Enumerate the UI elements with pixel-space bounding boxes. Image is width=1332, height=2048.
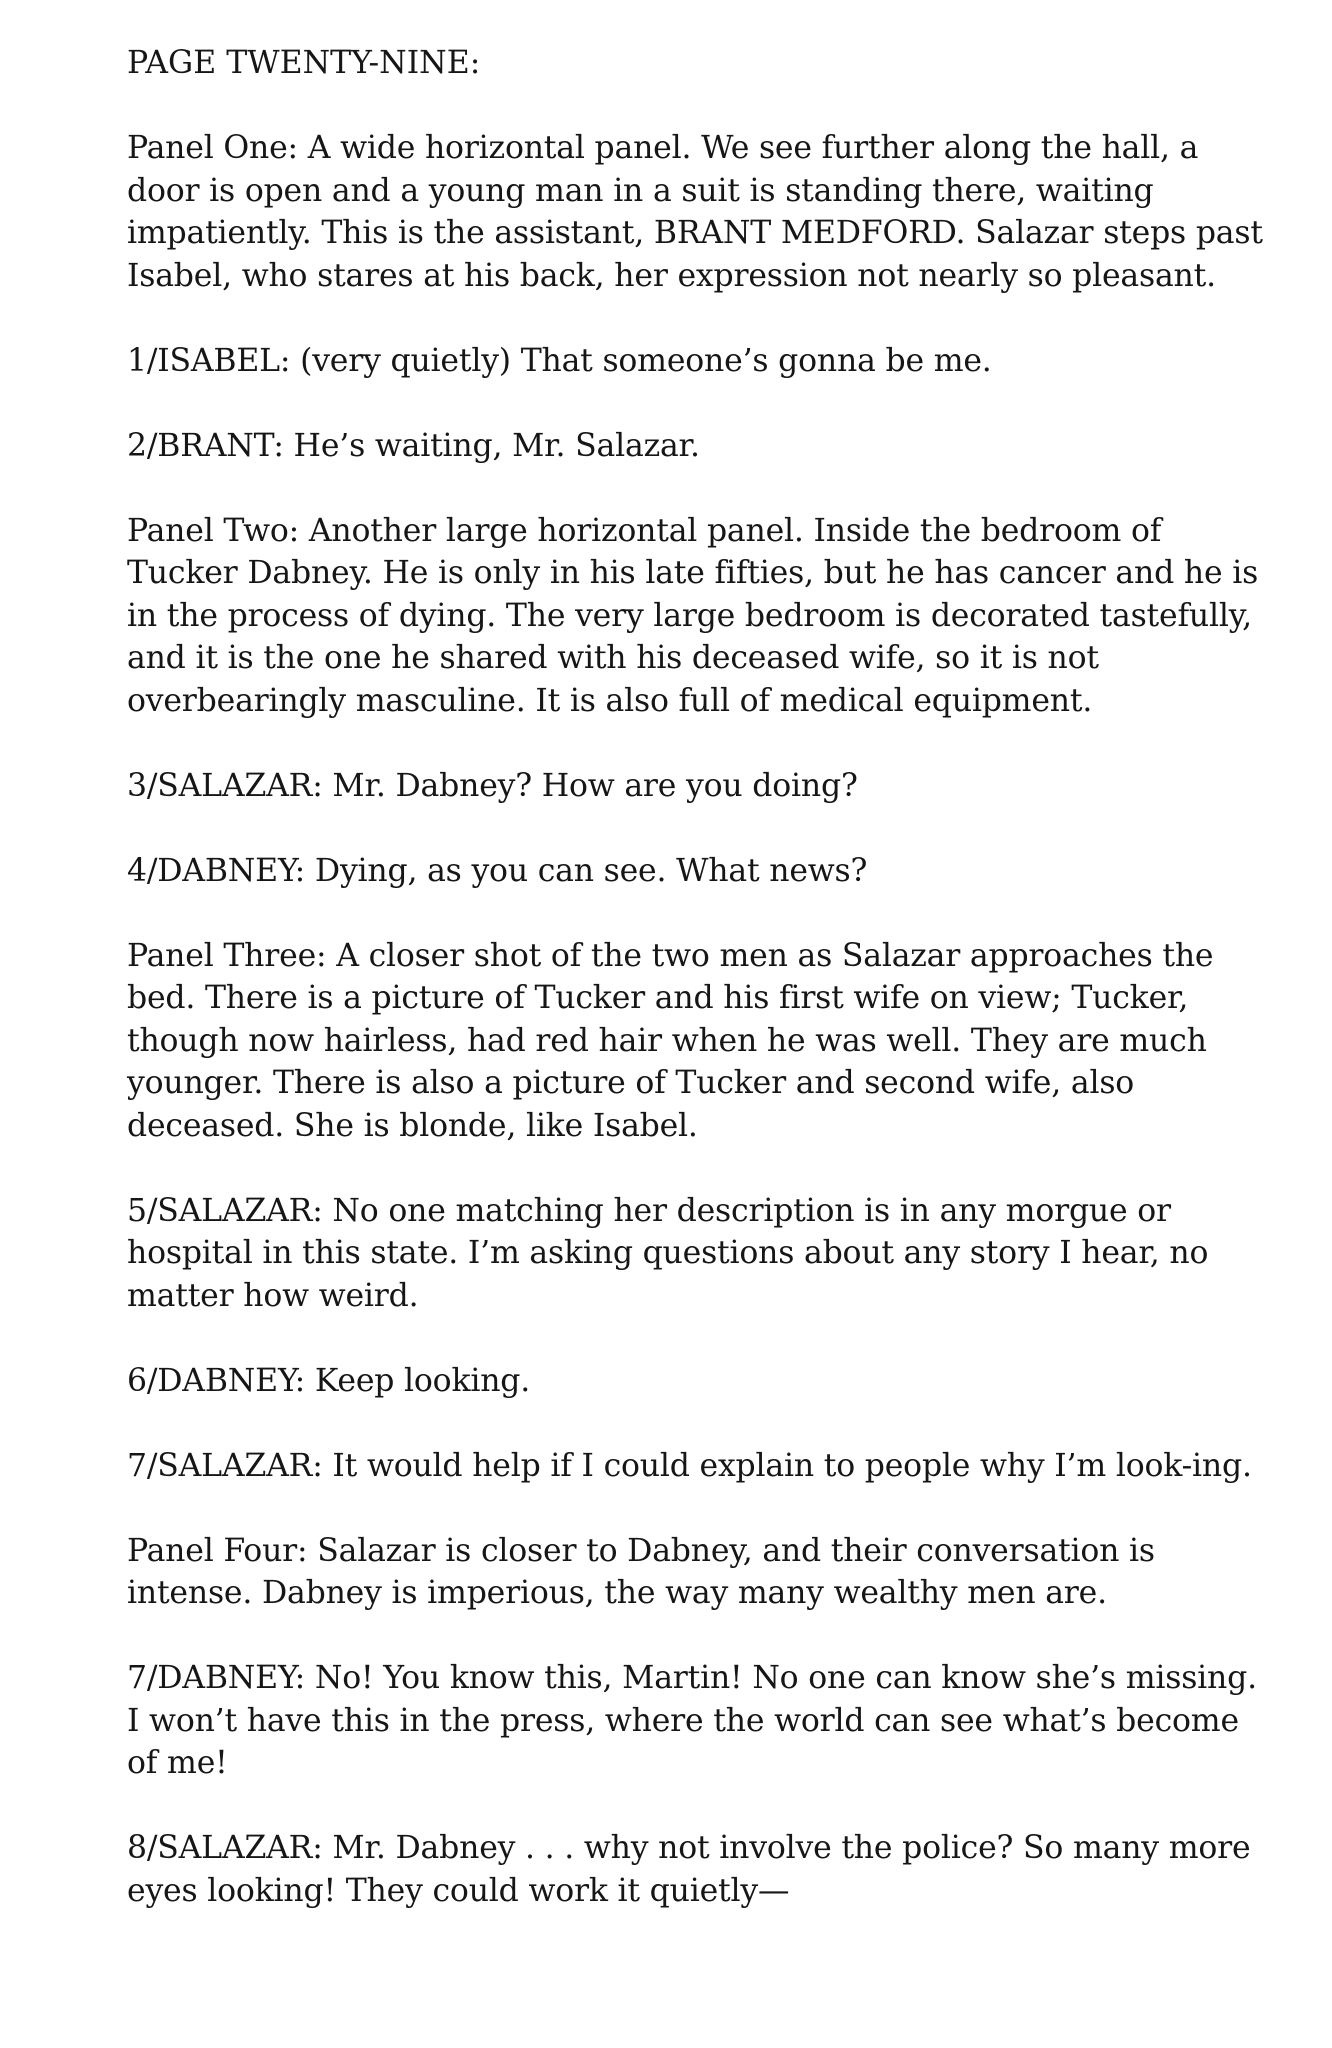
- dialogue-line-1-isabel: 1/ISABEL: (very quietly) That someone’s gonna be me.: [127, 342, 992, 379]
- page-heading: PAGE TWENTY-NINE:: [127, 45, 481, 81]
- panel-one-description: Panel One: A wide horizontal panel. We see further along the hall, a door is open and a young man in a suit is standing there, waiting impatiently. This is the assistant, BRANT MEDFORD. Salazar steps past Isabel, who stares at his back, her expression not nearly so pleasant.: [127, 130, 1263, 294]
- panel-four-description: Panel Four: Salazar is closer to Dabney, and their conversation is intense. Dabney is imperious, the way many wealthy men are.: [127, 1532, 1155, 1611]
- script-page: [127, 42, 1277, 1955]
- dialogue-line-3-salazar: 3/SALAZAR: Mr. Dabney? How are you doing?: [127, 767, 858, 804]
- dialogue-line-8-salazar: 8/SALAZAR: Mr. Dabney . . . why not involve the police? So many more eyes looking! They could work it quietly—: [127, 1830, 1251, 1909]
- dialogue-line-6-dabney: 6/DABNEY: Keep looking.: [127, 1362, 531, 1399]
- panel-three-description: Panel Three: A closer shot of the two men as Salazar approaches the bed. There is a picture of Tucker and his first wife on view; Tucker, though now hairless, had red hair when he was well. They are much younger. There is also a picture of Tucker and second wife, also deceased. She is blonde, like Isabel.: [127, 937, 1214, 1144]
- dialogue-line-4-dabney: 4/DABNEY: Dying, as you can see. What news?: [127, 852, 868, 889]
- dialogue-line-7-salazar: 7/SALAZAR: It would help if I could explain to people why I’m look-ing.: [127, 1447, 1252, 1484]
- dialogue-line-7-dabney: 7/DABNEY: No! You know this, Martin! No one can know she’s missing. I won’t have this in the press, where the world can see what’s become of me!: [127, 1660, 1257, 1781]
- dialogue-line-5-salazar: 5/SALAZAR: No one matching her description is in any morgue or hospital in this state. I’m asking questions about any story I hear, no matter how weird.: [127, 1192, 1209, 1314]
- dialogue-line-2-brant: 2/BRANT: He’s waiting, Mr. Salazar.: [127, 427, 700, 464]
- panel-two-description: Panel Two: Another large horizontal panel. Inside the bedroom of Tucker Dabney. He is only in his late fifties, but he has cancer and he is in the process of dying. The very large bedroom is decorated tastefully, and it is the one he shared with his deceased wife, so it is not overbearingly masculine. It is also full of medical equipment.: [127, 512, 1259, 719]
